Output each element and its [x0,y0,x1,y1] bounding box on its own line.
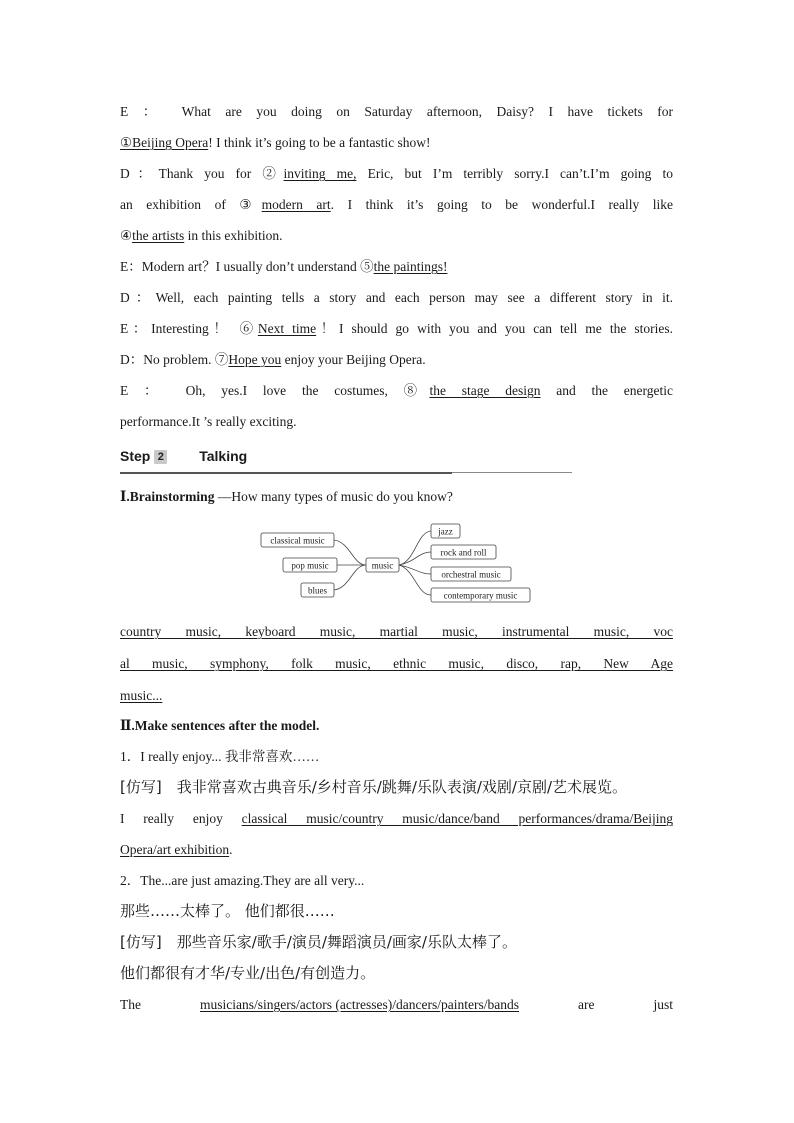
s1-chinese-prompt: [仿写] 我非常喜欢古典音乐/乡村音乐/跳舞/乐队表演/戏剧/京剧/艺术展览。 [120,778,628,796]
s1-lead: I really enjoy [120,811,242,826]
dialogue-text: Eric, but I’m terribly sorry.I can’t.I’m going to [356,166,674,181]
sentence-section [120,710,673,1020]
answer-line: music... [120,688,163,703]
dialogue-text: in this exhibition. [184,228,283,243]
step-label: Step [120,448,151,464]
mindmap-label: classical music [270,535,325,546]
mindmap-node-pop [283,558,337,572]
s2-word-just: just [653,997,673,1012]
s2-answer: musicians/singers/actors (actresses)/dancers/painters/bands [199,997,520,1012]
dialogue-line [120,282,673,313]
step-title: Talking [199,448,248,464]
dialogue [120,96,673,437]
answer-blank: Next time [257,321,317,336]
dialogue-text: enjoy your Beijing Opera. [281,352,426,367]
dialogue-text: D：No problem. ⑦ [120,352,229,367]
dialogue-text: E ： Oh, yes.I love the costumes, ⑧ [120,383,430,398]
dialogue-line [120,189,673,220]
s2-word-the: The [120,997,141,1012]
answer-blank: the artists [132,228,185,243]
dialogue-text: D：Well, each painting tells a story and each person may see a different story in it. [120,290,673,305]
answer-line: al music, symphony, folk music, ethnic music, disco, rap, New Age [120,656,673,671]
mindmap-label: orchestral music [441,569,501,580]
s2-chinese-3: 他们都很有才华/专业/出色/有创造力。 [120,964,376,982]
dialogue-text: D：Thank you for ② [120,166,284,181]
mindmap-label: contemporary music [443,590,518,601]
step-underline [120,472,452,474]
answer-blank: ①Beijing Opera [120,135,209,150]
answer-blank: the stage design [429,383,541,398]
dialogue-text: E：Interesting！ ⑥ [120,321,258,336]
step-number-badge: 2 [154,450,167,464]
mindmap-node-contemporary [431,588,530,602]
dialogue-line [120,375,673,406]
dialogue-line [120,220,673,251]
s2-pattern: 2．The...are just amazing.They are all very... [120,873,365,888]
s1-answer-2: Opera/art exhibition [120,842,230,857]
dialogue-text: ! I think it’s going to be a fantastic show! [208,135,431,150]
mindmap-node-orchestral [431,567,511,581]
mindmap-label: blues [308,585,327,596]
dialogue-line [120,96,673,127]
brainstorm-answers [120,616,673,712]
dialogue-line [120,344,673,375]
mindmap-label: jazz [438,526,453,537]
dialogue-text: and the energetic [540,383,673,398]
answer-blank: the paintings! [373,259,448,274]
mindmap-label: pop music [291,560,329,571]
dialogue-text: E：Modern art？I usually don’t understand ⑤ [120,259,374,274]
brainstorming-section [120,481,673,512]
s2-word-are: are [578,997,595,1012]
answer-blank: Hope you [228,352,282,367]
dialogue-line [120,406,673,437]
dialogue-text: ！I should go with you and you can tell me the stories. [316,321,673,336]
brainstorming-heading: Ⅰ.Brainstorming [120,489,215,504]
dialogue-text: E ： What are you doing on Saturday afternoon, Daisy? I have tickets for [120,104,673,119]
mindmap-node-center [366,558,399,572]
s1-end: . [229,842,233,857]
dialogue-line [120,127,673,158]
mindmap-node-rock [431,545,496,559]
mindmap-node-blues [301,583,334,597]
answer-blank: modern art [261,197,331,212]
answer-line: country music, keyboard music, martial music, instrumental music, voc [120,624,673,639]
s2-chinese-1: 那些……太棒了。 他们都很…… [120,902,335,920]
dialogue-line [120,251,673,282]
dialogue-text: performance.It ’s really exciting. [120,414,297,429]
mindmap-label: music [371,560,394,571]
dialogue-text: ④ [120,228,133,243]
step-header [120,448,572,473]
s1-answer-1: classical music/country music/dance/band performances/drama/Beijing [241,811,673,826]
s2-chinese-2: [仿写] 那些音乐家/歌手/演员/舞蹈演员/画家/乐队太棒了。 [120,933,517,951]
s1-pattern: 1．I really enjoy... 我非常喜欢…… [120,749,320,764]
dialogue-line [120,158,673,189]
dialogue-line [120,313,673,344]
mindmap-node-classical [261,533,334,547]
brainstorming-prompt: —How many types of music do you know? [217,489,453,504]
mindmap-node-jazz [431,524,460,538]
section2-heading: Ⅱ.Make sentences after the model. [120,718,320,733]
dialogue-text: . I think it’s going to be wonderful.I really like [330,197,674,212]
mindmap-label: rock and roll [440,547,487,558]
music-mindmap [255,520,540,610]
answer-blank: inviting me, [283,166,357,181]
dialogue-text: an exhibition of ③ [120,197,262,212]
